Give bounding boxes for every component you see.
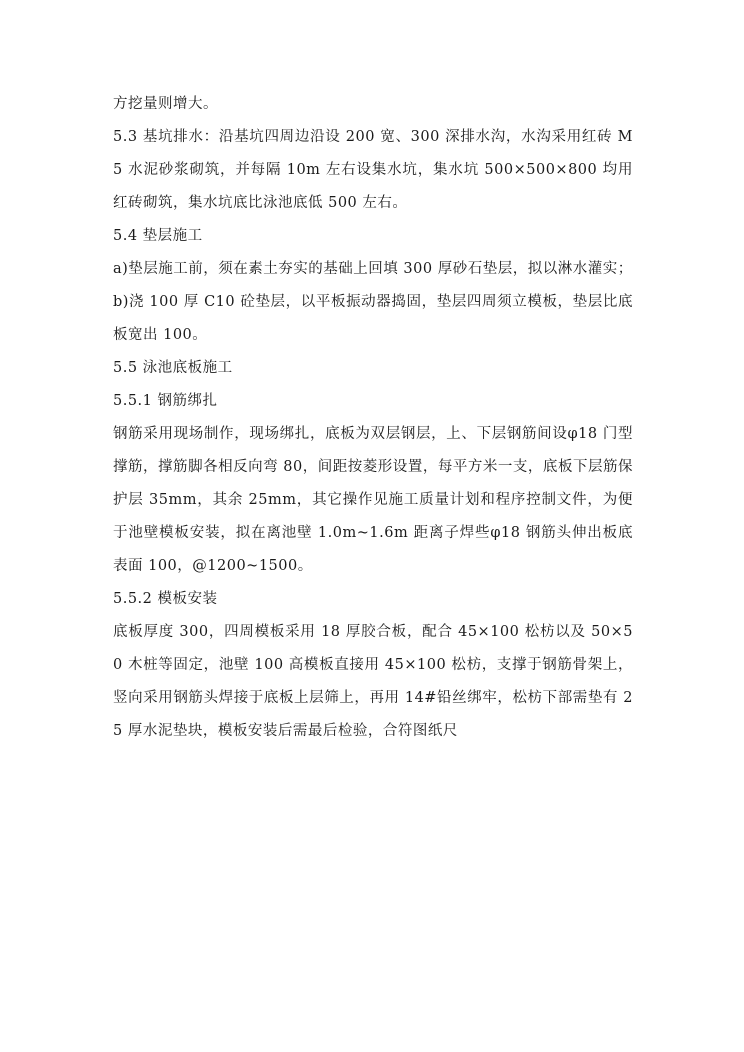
paragraph-cushion-b: b)浇 100 厚 C10 砼垫层，以平板振动器捣固，垫层四周须立模板，垫层比底板宽出 100。 [113,294,633,343]
document-body [113,88,633,748]
paragraph-continuation: 方挖量则增大。 [113,96,218,112]
paragraph-formwork-installation: 底板厚度 300，四周模板采用 18 厚胶合板，配合 45×100 松枋以及 50×50 木桩等固定，池壁 100 高模板直接用 45×100 松枋，支撑于钢筋骨架上，竖向采用钢筋头焊接于底板上层筛上，再用 14#铅丝绑牢，松枋下部需垫有 25 厚水泥垫块，模板安装后需最后检验，合符图纸尺 [113,624,633,739]
paragraph-rebar-binding: 钢筋采用现场制作，现场绑扎，底板为双层钢层，上、下层钢筋间设φ18 门型撑筋，撑筋脚各相反向弯 80，间距按菱形设置，每平方米一支，底板下层筋保护层 35mm，其余 25mm，其它操作见施工质量计划和程序控制文件，为便于池壁模板安装，拟在离池壁 1.0m~1.6m 距离子焊些φ18 钢筋头伸出板底表面 100，@1200~1500。 [113,426,633,574]
heading-5-5-2: 5.5.2 模板安装 [113,591,218,607]
heading-5-4: 5.4 垫层施工 [113,228,203,244]
paragraph-5-3-pit-drainage: 5.3 基坑排水：沿基坑四周边沿设 200 宽、300 深排水沟，水沟采用红砖 M5 水泥砂浆砌筑，并每隔 10m 左右设集水坑，集水坑 500×500×800 均用红砖砌筑，集水坑底比泳池底低 500 左右。 [113,129,633,211]
heading-5-5: 5.5 泳池底板施工 [113,360,233,376]
paragraph-cushion-a: a)垫层施工前，须在素土夯实的基础上回填 300 厚砂石垫层，拟以淋水灌实； [113,261,633,277]
heading-5-5-1: 5.5.1 钢筋绑扎 [113,393,218,409]
